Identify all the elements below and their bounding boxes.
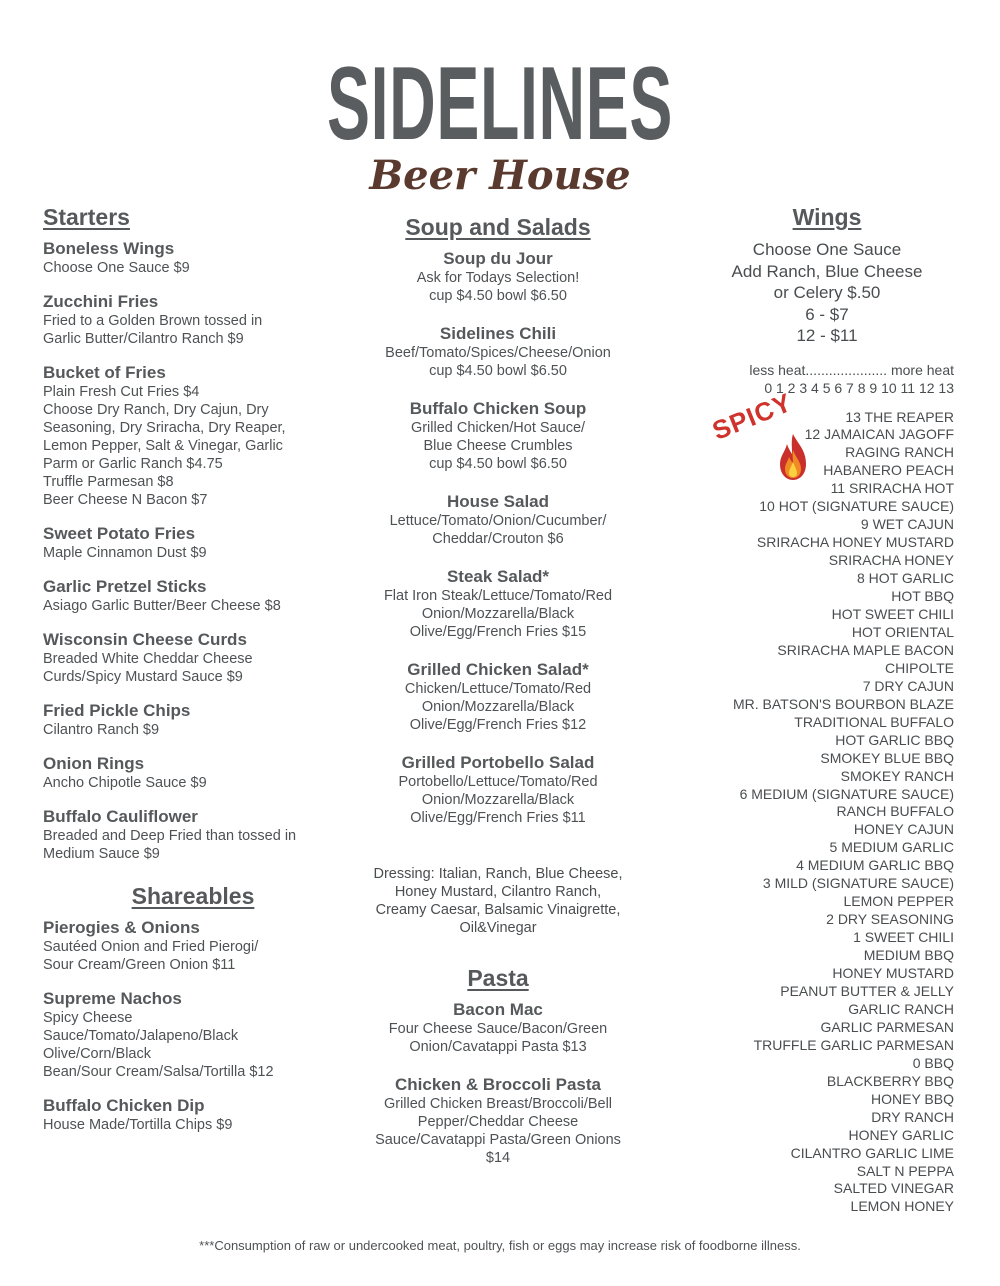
sauce-item: 13 THE REAPER — [845, 408, 954, 425]
menu-item-description: Grilled Chicken/Hot Sauce/ Blue Cheese Crumbles cup $4.50 bowl $6.50 — [410, 420, 586, 472]
menu-item-description: Plain Fresh Cut Fries $4 Choose Dry Ranch, Dry Cajun, Dry Seasoning, Dry Sriracha, Dry Reaper, Lemon Pepper, Salt & Vinegar, Garlic Parm or Garlic Ranch $4.75 Truffle Parmesan $8 Beer Cheese N Bacon $7 — [43, 384, 286, 508]
menu-item-description: Beef/Tomato/Spices/Cheese/Onion cup $4.50 bowl $6.50 — [385, 345, 611, 379]
sauce-item: 0 BBQ — [912, 1054, 954, 1071]
menu-item — [352, 1075, 644, 1167]
menu-item-name: Soup du Jour — [443, 249, 553, 268]
starters-list — [43, 239, 343, 863]
sauce-item: HONEY CAJUN — [853, 821, 954, 838]
sauce-item: GARLIC RANCH — [848, 1000, 954, 1017]
sauce-item: MEDIUM BBQ — [863, 947, 954, 964]
menu-item-description: Choose One Sauce $9 — [43, 260, 190, 276]
sauce-item: 3 MILD (SIGNATURE SAUCE) — [762, 875, 954, 892]
sauce-item: SALTED VINEGAR — [833, 1180, 954, 1197]
menu-item-name: Garlic Pretzel Sticks — [43, 577, 207, 596]
section-title-soups: Soup and Salads — [405, 214, 591, 240]
sauce-item: HONEY MUSTARD — [832, 965, 954, 982]
logo-subtitle: Beer House — [369, 152, 631, 199]
sauce-item: RANCH BUFFALO — [836, 803, 954, 820]
menu-item — [352, 249, 644, 305]
menu-item-name: Wisconsin Cheese Curds — [43, 630, 247, 649]
menu-item — [43, 363, 343, 509]
menu-item-description: Grilled Chicken Breast/Broccoli/Bell Pepper/Cheddar Cheese Sauce/Cavatappi Pasta/Green Onions $14 — [375, 1096, 621, 1166]
menu-item-name: Boneless Wings — [43, 239, 175, 258]
right-column — [700, 204, 954, 1216]
section-title-starters: Starters — [43, 204, 130, 230]
sauce-item: 5 MEDIUM GARLIC — [829, 839, 954, 856]
menu-item — [352, 1000, 644, 1056]
menu-item-name: Grilled Portobello Salad — [401, 753, 595, 772]
sauce-item: PEANUT BUTTER & JELLY — [780, 983, 954, 999]
menu-item — [43, 577, 343, 615]
sauce-item: 10 HOT (SIGNATURE SAUCE) — [759, 498, 954, 515]
sauce-item: 1 SWEET CHILI — [853, 929, 954, 946]
soups-list — [352, 249, 644, 827]
middle-column — [352, 204, 644, 1186]
sauce-item: CHIPOLTE — [885, 659, 954, 676]
menu-item — [43, 292, 343, 348]
menu-item-name: Onion Rings — [43, 754, 145, 773]
menu-item-name: Buffalo Chicken Soup — [409, 399, 587, 418]
sauce-item: CILANTRO GARLIC LIME — [790, 1144, 954, 1161]
shareables-list — [43, 918, 343, 1134]
menu-item-name: Steak Salad* — [446, 567, 550, 586]
sauce-item: SMOKEY RANCH — [840, 767, 954, 784]
sauce-item: HOT ORIENTAL — [851, 623, 954, 640]
sauce-item: SRIRACHA MAPLE BACON — [777, 641, 954, 658]
menu-item-description: Four Cheese Sauce/Bacon/Green Onion/Cavatappi Pasta $13 — [388, 1021, 608, 1055]
menu-item-description: Asiago Garlic Butter/Beer Cheese $8 — [43, 598, 281, 614]
sauce-item: HOT GARLIC BBQ — [835, 731, 954, 748]
sauce-item: TRADITIONAL BUFFALO — [794, 713, 954, 730]
menu-item-name: Bucket of Fries — [43, 363, 166, 382]
sauce-item: SRIRACHA HONEY — [828, 552, 954, 569]
pasta-list — [352, 1000, 644, 1167]
menu-item-description: Lettuce/Tomato/Onion/Cucumber/ Cheddar/Crouton $6 — [389, 513, 607, 547]
menu-item-name: Buffalo Chicken Dip — [43, 1096, 205, 1115]
menu-item-description: Portobello/Lettuce/Tomato/Red Onion/Mozzarella/Black Olive/Egg/French Fries $11 — [398, 774, 598, 826]
menu-item-description: Breaded White Cheddar Cheese Curds/Spicy Mustard Sauce $9 — [43, 651, 253, 685]
menu-item-description: Ancho Chipotle Sauce $9 — [43, 775, 207, 791]
footer-disclaimer: ***Consumption of raw or undercooked meat, poultry, fish or eggs may increase risk of foodborne illness. — [199, 1238, 801, 1253]
menu-item-name: Supreme Nachos — [43, 989, 182, 1008]
menu-item — [352, 660, 644, 734]
menu-item-description: House Made/Tortilla Chips $9 — [43, 1117, 233, 1133]
sauce-item: TRUFFLE GARLIC PARMESAN — [753, 1036, 954, 1053]
menu-item — [352, 399, 644, 473]
sauce-item: 11 SRIRACHA HOT — [830, 480, 954, 497]
heat-scale-label: less heat..................... more heat — [749, 361, 954, 378]
sauce-item: GARLIC PARMESAN — [820, 1018, 954, 1035]
menu-item — [43, 239, 343, 277]
menu-item-description: Sautéed Onion and Fried Pierogi/ Sour Cream/Green Onion $11 — [43, 939, 259, 973]
menu-item — [43, 807, 343, 863]
menu-item-name: Zucchini Fries — [43, 292, 159, 311]
menu-item — [43, 701, 343, 739]
logo-title: SIDELINES — [327, 46, 673, 162]
menu-item-description: Spicy Cheese Sauce/Tomato/Jalapeno/Black Olive/Corn/Black Bean/Sour Cream/Salsa/Tortilla $12 — [43, 1010, 274, 1080]
menu-item — [43, 918, 343, 974]
sauce-item: 8 HOT GARLIC — [857, 570, 954, 587]
menu-item — [352, 753, 644, 827]
sauce-item: 6 MEDIUM (SIGNATURE SAUCE) — [739, 785, 954, 802]
sauce-item: LEMON HONEY — [850, 1198, 954, 1215]
menu-item — [43, 1096, 343, 1134]
sauce-item: 9 WET CAJUN — [860, 516, 954, 533]
menu-item-name: Grilled Chicken Salad* — [407, 660, 589, 679]
left-column — [43, 204, 343, 1149]
menu-item — [43, 630, 343, 686]
sauce-item: HONEY BBQ — [871, 1090, 954, 1107]
menu-item-name: House Salad — [446, 492, 550, 511]
heat-scale-numbers: 0 1 2 3 4 5 6 7 8 9 10 11 12 13 — [764, 379, 954, 396]
section-title-pasta: Pasta — [467, 965, 529, 991]
menu-item-name: Chicken & Broccoli Pasta — [395, 1075, 601, 1094]
menu-item-description: Maple Cinnamon Dust $9 — [43, 545, 207, 561]
menu-item-name: Sidelines Chili — [439, 324, 557, 343]
menu-item — [43, 754, 343, 792]
sauce-item: 2 DRY SEASONING — [826, 911, 954, 928]
menu-item — [43, 524, 343, 562]
menu-item-description: Chicken/Lettuce/Tomato/Red Onion/Mozzarella/Black Olive/Egg/French Fries $12 — [404, 681, 592, 733]
menu-item — [43, 989, 343, 1081]
sauce-item: HOT BBQ — [891, 588, 954, 605]
sauce-item: 4 MEDIUM GARLIC BBQ — [796, 857, 954, 874]
sauce-item: 12 JAMAICAN JAGOFF — [804, 426, 954, 443]
flame-icon — [776, 432, 810, 482]
sauce-item: HONEY GARLIC — [848, 1126, 954, 1143]
sauce-item: HOT SWEET CHILI — [831, 605, 954, 622]
sauce-item: 7 DRY CAJUN — [862, 677, 954, 694]
sauce-item: SRIRACHA HONEY MUSTARD — [756, 534, 954, 551]
sauce-item: DRY RANCH — [871, 1108, 954, 1125]
menu-item — [352, 324, 644, 380]
sauce-item: BLACKBERRY BBQ — [826, 1072, 954, 1089]
sauce-item: SALT N PEPPA — [856, 1162, 954, 1179]
sauce-item: LEMON PEPPER — [843, 893, 954, 910]
menu-item-description: Breaded and Deep Fried than tossed in Medium Sauce $9 — [43, 828, 297, 862]
menu-item — [352, 567, 644, 641]
dressing-note: Dressing: Italian, Ranch, Blue Cheese, Honey Mustard, Cilantro Ranch, Creamy Caesar, Balsamic Vinaigrette, Oil&Vinegar — [373, 866, 623, 936]
menu-item-description: Fried to a Golden Brown tossed in Garlic Butter/Cilantro Ranch $9 — [43, 313, 263, 347]
menu-item-name: Buffalo Cauliflower — [43, 807, 198, 826]
sauce-item: RAGING RANCH — [845, 444, 954, 461]
menu-item — [352, 492, 644, 548]
sauce-item: MR. BATSON'S BOURBON BLAZE — [732, 695, 954, 712]
menu-item-description: Ask for Todays Selection! cup $4.50 bowl $6.50 — [416, 270, 580, 304]
sauce-item: HABANERO PEACH — [823, 462, 954, 479]
menu-item-name: Sweet Potato Fries — [43, 524, 196, 543]
section-title-shareables: Shareables — [131, 883, 255, 909]
menu-item-name: Pierogies & Onions — [43, 918, 200, 937]
section-title-wings: Wings — [792, 204, 862, 230]
wings-intro: Choose One Sauce Add Ranch, Blue Cheese or Celery $.50 6 - $7 12 - $11 — [731, 240, 923, 345]
menu-item-name: Bacon Mac — [453, 1000, 543, 1019]
menu-item-description: Cilantro Ranch $9 — [43, 722, 160, 738]
menu-item-name: Fried Pickle Chips — [43, 701, 191, 720]
spicy-label: SPICY — [708, 386, 797, 446]
sauce-item: SMOKEY BLUE BBQ — [820, 749, 954, 766]
menu-item-description: Flat Iron Steak/Lettuce/Tomato/Red Onion/Mozzarella/Black Olive/Egg/French Fries $15 — [383, 588, 613, 640]
sauce-list — [700, 409, 954, 1217]
